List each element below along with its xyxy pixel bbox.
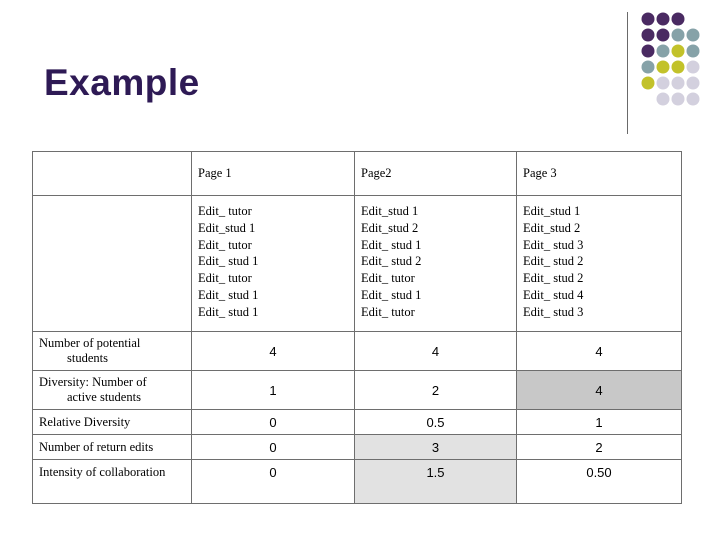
metric-value: 4 bbox=[192, 332, 355, 371]
edit-list-cell bbox=[355, 196, 517, 332]
decorative-dot bbox=[672, 29, 685, 42]
edit-sequence-row bbox=[33, 196, 682, 332]
edit-entry: Edit_ stud 1 bbox=[361, 237, 422, 252]
metric-value: 1.5 bbox=[355, 460, 517, 504]
edit-entry: Edit_ stud 1 bbox=[198, 304, 259, 319]
decorative-dot bbox=[657, 93, 670, 106]
metric-value: 1 bbox=[192, 371, 355, 410]
metric-value: 0 bbox=[192, 410, 355, 435]
metric-value: 1 bbox=[517, 410, 682, 435]
decorative-dot bbox=[672, 13, 685, 26]
decorative-dot bbox=[657, 61, 670, 74]
decorative-dot bbox=[672, 77, 685, 90]
decorative-dot bbox=[657, 29, 670, 42]
decorative-dot bbox=[672, 93, 685, 106]
edit-entry: Edit_ stud 3 bbox=[523, 237, 584, 252]
decorative-dot bbox=[642, 13, 655, 26]
metric-label: Number of potential students bbox=[33, 332, 192, 371]
metric-value: 2 bbox=[355, 371, 517, 410]
metric-label: Relative Diversity bbox=[33, 410, 192, 435]
title-divider-line bbox=[627, 12, 628, 134]
metric-value: 0.5 bbox=[355, 410, 517, 435]
edit-entry: Edit_ stud 4 bbox=[523, 287, 584, 302]
metric-row-collaboration bbox=[33, 460, 682, 504]
decorative-dot bbox=[687, 29, 700, 42]
metric-value: 0.50 bbox=[517, 460, 682, 504]
example-table bbox=[32, 151, 682, 504]
decorative-dot bbox=[672, 45, 685, 58]
decorative-dot bbox=[642, 45, 655, 58]
edit-entry: Edit_ stud 1 bbox=[198, 254, 259, 269]
edit-entry: Edit_ stud 2 bbox=[523, 254, 584, 269]
metric-value: 4 bbox=[355, 332, 517, 371]
metric-label: Intensity of collaboration bbox=[33, 460, 192, 504]
decorative-dot bbox=[672, 61, 685, 74]
edit-entry: Edit_ stud 2 bbox=[523, 271, 584, 286]
decorative-dot bbox=[642, 61, 655, 74]
decorative-dot bbox=[687, 77, 700, 90]
page-header: Page 3 bbox=[517, 152, 682, 196]
edit-entry: Edit_ stud 2 bbox=[361, 254, 422, 269]
decorative-dot bbox=[687, 45, 700, 58]
metric-value: 0 bbox=[192, 460, 355, 504]
edit-entry: Edit_ tutor bbox=[361, 271, 415, 286]
empty-header-cell bbox=[33, 152, 192, 196]
decorative-dot bbox=[642, 77, 655, 90]
edit-list-cell bbox=[517, 196, 682, 332]
decorative-dot bbox=[657, 13, 670, 26]
edit-entry: Edit_ tutor bbox=[198, 204, 252, 218]
edit-entry: Edit_ stud 1 bbox=[198, 287, 259, 302]
metric-value: 2 bbox=[517, 435, 682, 460]
metric-label: Number of return edits bbox=[33, 435, 192, 460]
page-header: Page 1 bbox=[192, 152, 355, 196]
edit-entry: Edit_stud 1 bbox=[361, 204, 419, 218]
empty-label-cell bbox=[33, 196, 192, 332]
edit-entry: Edit_ tutor bbox=[361, 304, 415, 319]
edit-list-cell bbox=[192, 196, 355, 332]
edit-entry: Edit_stud 2 bbox=[361, 220, 419, 235]
metric-value: 0 bbox=[192, 435, 355, 460]
metric-label: Diversity: Number of active students bbox=[33, 371, 192, 410]
metric-value: 3 bbox=[355, 435, 517, 460]
metric-value: 4 bbox=[517, 332, 682, 371]
edit-entry: Edit_ stud 1 bbox=[361, 287, 422, 302]
decorative-dot bbox=[687, 93, 700, 106]
decorative-dot bbox=[687, 61, 700, 74]
page-header: Page2 bbox=[355, 152, 517, 196]
metric-row-relative-diversity bbox=[33, 410, 682, 435]
slide-title: Example bbox=[44, 62, 200, 103]
metric-value: 4 bbox=[517, 371, 682, 410]
decorative-dot bbox=[657, 45, 670, 58]
metric-row-potential-students bbox=[33, 332, 682, 371]
decorative-dot bbox=[657, 77, 670, 90]
edit-entry: Edit_stud 1 bbox=[198, 220, 256, 235]
edit-entry: Edit_stud 1 bbox=[523, 204, 581, 218]
edit-entry: Edit_ tutor bbox=[198, 237, 252, 252]
edit-entry: Edit_ stud 3 bbox=[523, 304, 584, 319]
edit-entry: Edit_stud 2 bbox=[523, 220, 581, 235]
decorative-dot bbox=[642, 29, 655, 42]
table-header-row bbox=[33, 152, 682, 196]
edit-entry: Edit_ tutor bbox=[198, 271, 252, 286]
metric-row-return-edits bbox=[33, 435, 682, 460]
metric-row-diversity bbox=[33, 371, 682, 410]
decorative-dot-grid bbox=[640, 11, 712, 121]
